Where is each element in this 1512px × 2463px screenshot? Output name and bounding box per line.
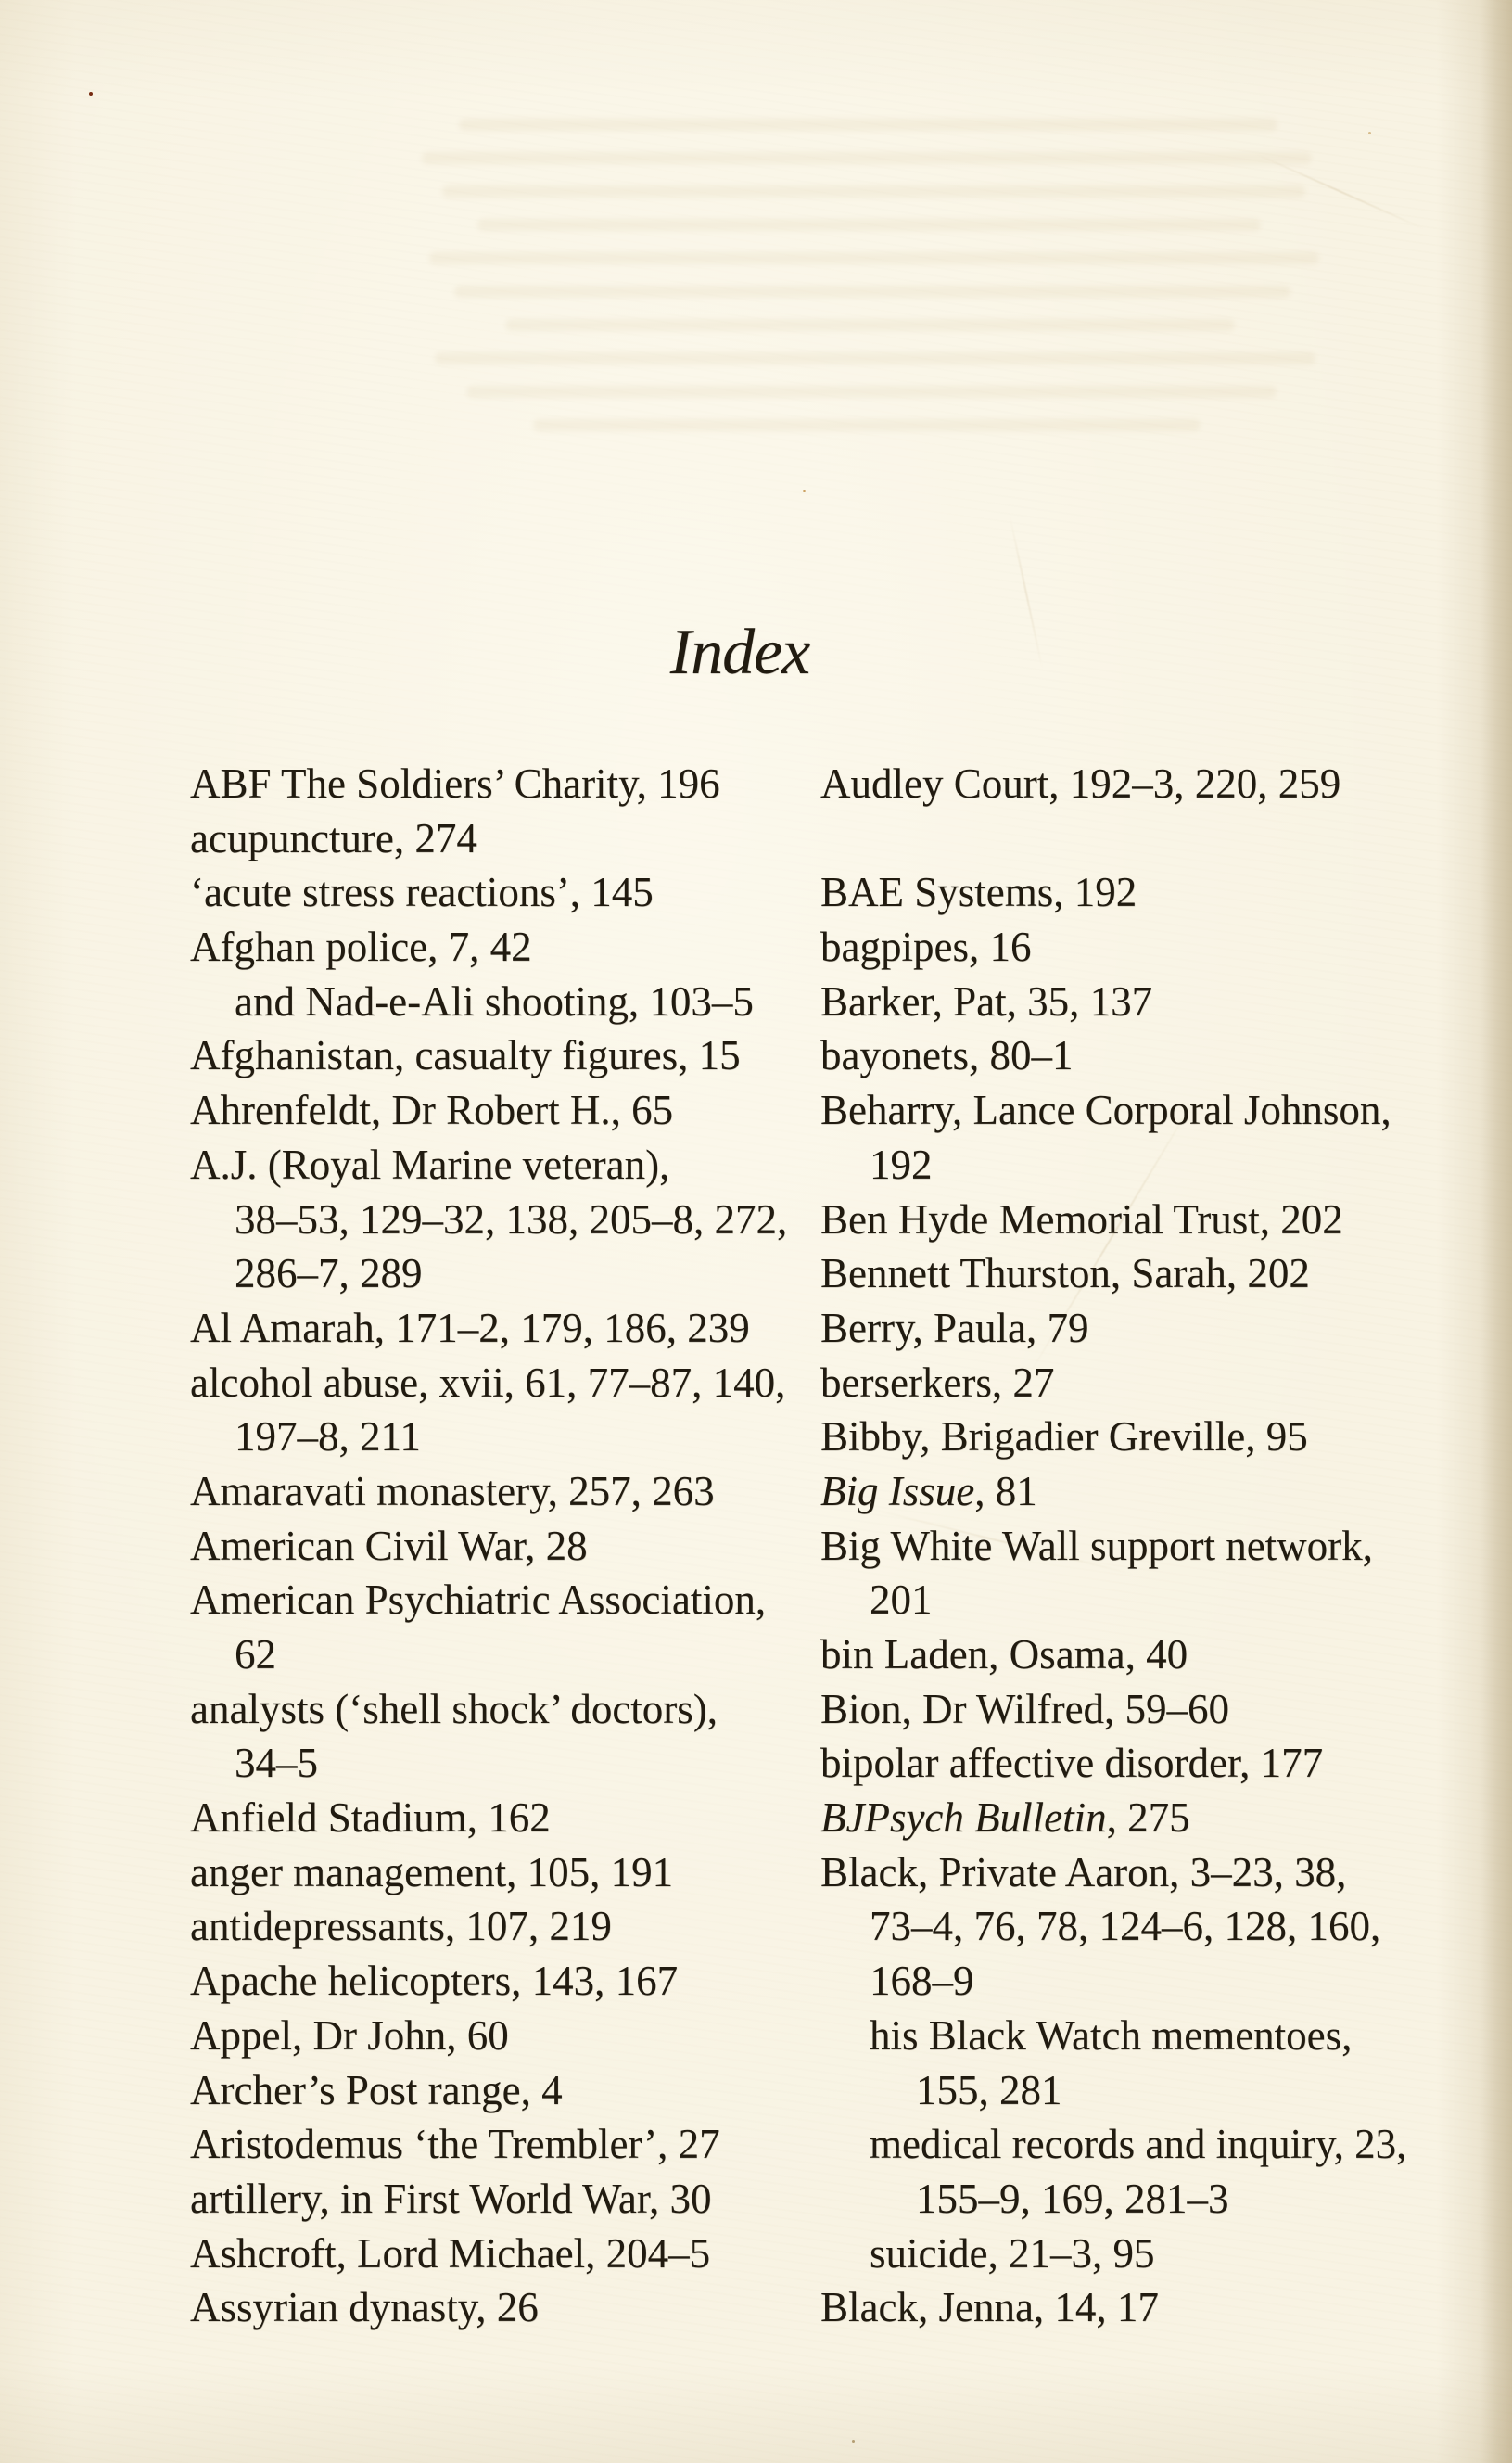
index-line: Apache helicopters, 143, 167 [190,1958,679,2005]
index-line: and Nad-e-Ali shooting, 103–5 [235,977,754,1025]
index-line: Aristodemus ‘the Trembler’, 27 [190,2121,720,2168]
index-line: artillery, in First World War, 30 [190,2175,712,2222]
index-line: 62 [235,1631,276,1678]
paper-scratch [1009,515,1043,670]
index-line: Bion, Dr Wilfred, 59–60 [820,1685,1230,1732]
index-column-right [820,757,1406,2335]
index-line: bayonets, 80–1 [820,1032,1074,1079]
index-line: Amaravati monastery, 257, 263 [190,1467,715,1514]
index-line: Archer’s Post range, 4 [190,2066,563,2113]
index-line: bin Laden, Osama, 40 [820,1631,1188,1678]
index-line: 155–9, 169, 281–3 [916,2175,1229,2222]
index-line: Barker, Pat, 35, 137 [820,977,1153,1025]
italic-work-title: Big Issue [820,1467,975,1514]
index-line: 38–53, 129–32, 138, 205–8, 272, [235,1195,788,1243]
index-line: 73–4, 76, 78, 124–6, 128, 160, [870,1903,1381,1950]
index-line: Ashcroft, Lord Michael, 204–5 [190,2229,711,2277]
bleedthrough-line [435,352,1315,364]
bleedthrough-line [477,219,1261,231]
index-line: Appel, Dr John, 60 [190,2011,509,2059]
index-line: anger management, 105, 191 [190,1848,674,1895]
bleedthrough-line [429,252,1319,264]
index-line: alcohol abuse, xvii, 61, 77–87, 140, [190,1359,786,1406]
index-line: 197–8, 211 [235,1413,421,1461]
index-line: Audley Court, 192–3, 220, 259 [820,760,1341,807]
index-line: medical records and inquiry, 23, [870,2121,1407,2168]
index-line-blank [820,811,1406,866]
bleedthrough-line [505,319,1235,331]
bleedthrough-text-ghost [422,119,1312,453]
index-line: 155, 281 [916,2066,1062,2113]
index-line: his Black Watch mementoes, [870,2011,1353,2059]
index-line: BAE Systems, 192 [820,869,1137,916]
index-line: 201 [870,1576,933,1624]
page-edge-shadow [1480,0,1512,2463]
index-line: Bibby, Brigadier Greville, 95 [820,1413,1308,1461]
index-line: suicide, 21–3, 95 [870,2229,1155,2277]
paper-speck [852,2440,855,2443]
bleedthrough-line [454,286,1290,298]
index-line: antidepressants, 107, 219 [190,1903,612,1950]
bleedthrough-line [459,119,1277,131]
index-line: Ahrenfeldt, Dr Robert H., 65 [190,1087,674,1134]
index-line: BJPsych Bulletin, 275 [820,1794,1190,1842]
bleedthrough-line [442,185,1305,198]
index-line: Bennett Thurston, Sarah, 202 [820,1250,1310,1297]
index-line: 192 [870,1141,933,1188]
paper-speck [803,490,806,492]
italic-work-title: BJPsych Bulletin [820,1794,1107,1842]
index-line: Beharry, Lance Corporal Johnson, [820,1087,1391,1134]
index-line: 34–5 [235,1740,318,1787]
index-line: Black, Private Aaron, 3–23, 38, [820,1848,1347,1895]
index-line: Ben Hyde Memorial Trust, 202 [820,1195,1343,1243]
index-line: Assyrian dynasty, 26 [190,2284,539,2331]
index-line: analysts (‘shell shock’ doctors), [190,1685,718,1732]
index-line: 286–7, 289 [235,1250,423,1297]
index-line: Anfield Stadium, 162 [190,1794,551,1842]
index-line: Afghanistan, casualty figures, 15 [190,1032,741,1079]
index-line: 168–9 [870,1958,974,2005]
bleedthrough-line [422,152,1312,164]
index-line: Al Amarah, 171–2, 179, 186, 239 [190,1304,750,1351]
index-line: A.J. (Royal Marine veteran), [190,1141,670,1188]
index-line: ‘acute stress reactions’, 145 [190,869,654,916]
index-column-left [190,757,787,2335]
index-line: American Psychiatric Association, [190,1576,767,1624]
index-line: berserkers, 27 [820,1359,1055,1406]
paper-scratch [1255,153,1426,230]
index-line: bipolar affective disorder, 177 [820,1740,1324,1787]
index-line: Black, Jenna, 14, 17 [820,2284,1159,2331]
index-line: American Civil War, 28 [190,1522,588,1569]
bleedthrough-line [466,386,1277,398]
paper-speck [89,92,93,96]
index-line: Berry, Paula, 79 [820,1304,1089,1351]
index-line: Afghan police, 7, 42 [190,924,532,971]
index-line: Big Issue, 81 [820,1467,1037,1514]
index-line: Big White Wall support network, [820,1522,1373,1569]
paper-speck [1368,132,1371,134]
index-line: acupuncture, 274 [190,814,477,861]
bleedthrough-line [533,419,1201,431]
index-line: bagpipes, 16 [820,924,1032,971]
index-line: ABF The Soldiers’ Charity, 196 [190,760,720,807]
page-title: Index [669,616,810,688]
